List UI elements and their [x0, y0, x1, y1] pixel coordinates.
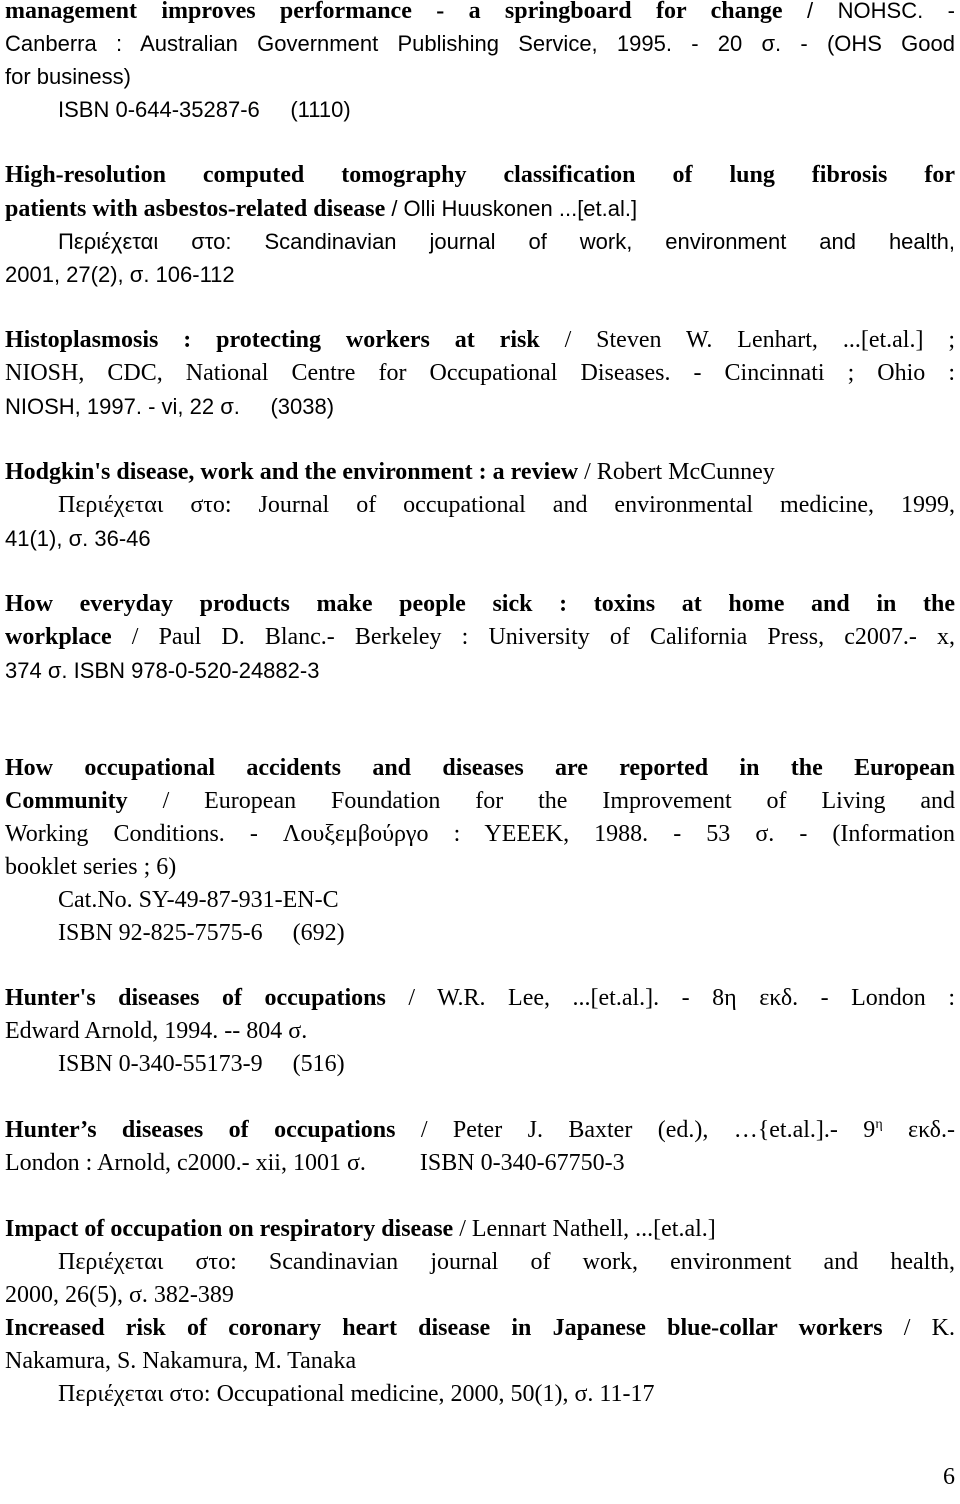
- entry-detail-text: / Steven W. Lenhart, ...[et.al.] ;: [539, 327, 956, 353]
- entry-detail-text: / K.: [882, 1315, 955, 1341]
- entry-detail-text: / European Foundation for the Improvement of Living and: [127, 788, 955, 814]
- entry-detail-text: 374 σ. ISBN 978-0-520-24882-3: [5, 658, 320, 683]
- entry-title-text: How occupational accidents and diseases are reported in the European: [5, 755, 955, 781]
- entry-detail-text: / Peter J. Baxter (ed.), …{et.al.].- 9: [395, 1117, 876, 1143]
- entry-line: [58, 1048, 955, 1081]
- entry-title-text: Impact of occupation on respiratory disease: [5, 1216, 454, 1242]
- entry-line: [5, 324, 955, 357]
- entry-line: [58, 1378, 955, 1411]
- entry-line: [58, 884, 955, 917]
- entry-title-text: Histoplasmosis : protecting workers at risk: [5, 327, 540, 353]
- entry-line: [5, 1147, 955, 1180]
- entry-detail-text: εκδ.-: [882, 1117, 955, 1143]
- entry-detail-text: / NOHSC. -: [782, 0, 955, 23]
- entry-detail-text: 2001, 27(2), σ. 106-112: [5, 262, 235, 287]
- entry-detail-text: 2000, 26(5), σ. 382-389: [5, 1282, 234, 1308]
- entry-detail-text: ISBN 0-644-35287-6 (1110): [58, 97, 351, 122]
- entry-line: [5, 0, 955, 27]
- entry-detail-text: Working Conditions. - Λουξεμβούργο : ΥΕΕΕΚ, 1988. - 53 σ. - (Information: [5, 821, 955, 847]
- entry-line: [5, 192, 955, 225]
- entry-line: [5, 588, 955, 621]
- entry-detail-text: Περιέχεται στο: Journal of occupational and environmental medicine, 1999,: [58, 492, 955, 518]
- entry-detail-text: London : Arnold, c2000.- xii, 1001 σ. ISBN 0-340-67750-3: [5, 1150, 625, 1176]
- entry-line: [5, 27, 955, 60]
- entry-line: [5, 621, 955, 654]
- entry-line: [5, 1114, 955, 1147]
- entry-line: [5, 982, 955, 1015]
- entry-detail-text: NIOSH, 1997. - vi, 22 σ. (3038): [5, 394, 335, 419]
- entry-detail-text: for business): [5, 64, 131, 89]
- entry-line: [5, 159, 955, 192]
- entry-detail-text: Περιέχεται στο: Scandinavian journal of work, environment and health,: [58, 1249, 955, 1275]
- entry-detail-text: / Robert McCunney: [578, 459, 775, 485]
- entry-line: [5, 456, 955, 489]
- entry-title-text: management improves performance - a springboard for change: [5, 0, 783, 24]
- entry-line: [5, 522, 955, 555]
- entry-detail-text: Canberra : Australian Government Publishing Service, 1995. - 20 σ. - (OHS Good: [5, 31, 955, 56]
- entry-detail-text: / Olli Huuskonen ...[et.al.]: [385, 196, 638, 221]
- entry-detail-text: Περιέχεται στο: Occupational medicine, 2000, 50(1), σ. 11-17: [58, 1381, 655, 1407]
- entry-detail-text: / Lennart Nathell, ...[et.al.]: [453, 1216, 716, 1242]
- entry-title-text: workplace: [5, 624, 112, 650]
- entry-title-text: Increased risk of coronary heart disease in Japanese blue-collar workers: [5, 1315, 883, 1341]
- entry-line: [5, 1312, 955, 1345]
- entry-line: [5, 752, 955, 785]
- entry-detail-text: Περιέχεται στο: Scandinavian journal of work, environment and health,: [58, 229, 955, 254]
- page-number: 6: [943, 1464, 955, 1490]
- entry-line: [5, 785, 955, 818]
- superscript-text: η: [875, 1117, 883, 1132]
- entry-line: [58, 1246, 955, 1279]
- entry-line: [5, 390, 955, 423]
- entry-line: [5, 60, 955, 93]
- entry-line: [5, 357, 955, 390]
- entry-line: [5, 1015, 955, 1048]
- entry-line: [5, 818, 955, 851]
- entry-title-text: How everyday products make people sick : toxins at home and in the: [5, 591, 955, 617]
- entry-line: [58, 917, 955, 950]
- entry-detail-text: Nakamura, S. Nakamura, M. Tanaka: [5, 1348, 357, 1374]
- entry-detail-text: Cat.No. SY-49-87-931-EN-C: [58, 887, 339, 913]
- entry-line: [58, 93, 955, 126]
- entry-line: [5, 1213, 955, 1246]
- entry-detail-text: / Paul D. Blanc.- Berkeley : University of California Press, c2007.- x,: [111, 624, 955, 650]
- entry-line: [5, 851, 955, 884]
- entry-detail-text: ISBN 92-825-7575-6 (692): [58, 920, 345, 946]
- entry-detail-text: 41(1), σ. 36-46: [5, 526, 151, 551]
- entry-title-text: Hodgkin's disease, work and the environment : a review: [5, 459, 579, 485]
- entry-title-text: Community: [5, 788, 128, 814]
- entry-title-text: Hunter’s diseases of occupations: [5, 1117, 396, 1143]
- entry-line: [5, 258, 955, 291]
- entry-detail-text: NIOSH, CDC, National Centre for Occupational Diseases. - Cincinnati ; Ohio :: [5, 360, 955, 386]
- entry-line: [58, 489, 955, 522]
- entry-line: [58, 225, 955, 258]
- entry-line: [5, 1279, 955, 1312]
- entry-line: [5, 1345, 955, 1378]
- entry-detail-text: / W.R. Lee, ...[et.al.]. - 8η εκδ. - London :: [385, 985, 955, 1011]
- entry-detail-text: ISBN 0-340-55173-9 (516): [58, 1051, 345, 1077]
- entry-title-text: Hunter's diseases of occupations: [5, 985, 386, 1011]
- entry-title-text: patients with asbestos-related disease: [5, 196, 386, 222]
- entry-detail-text: booklet series ; 6): [5, 854, 177, 880]
- entry-title-text: High-resolution computed tomography classification of lung fibrosis for: [5, 162, 955, 188]
- entry-line: [5, 654, 955, 687]
- entry-detail-text: Edward Arnold, 1994. -- 804 σ.: [5, 1018, 308, 1044]
